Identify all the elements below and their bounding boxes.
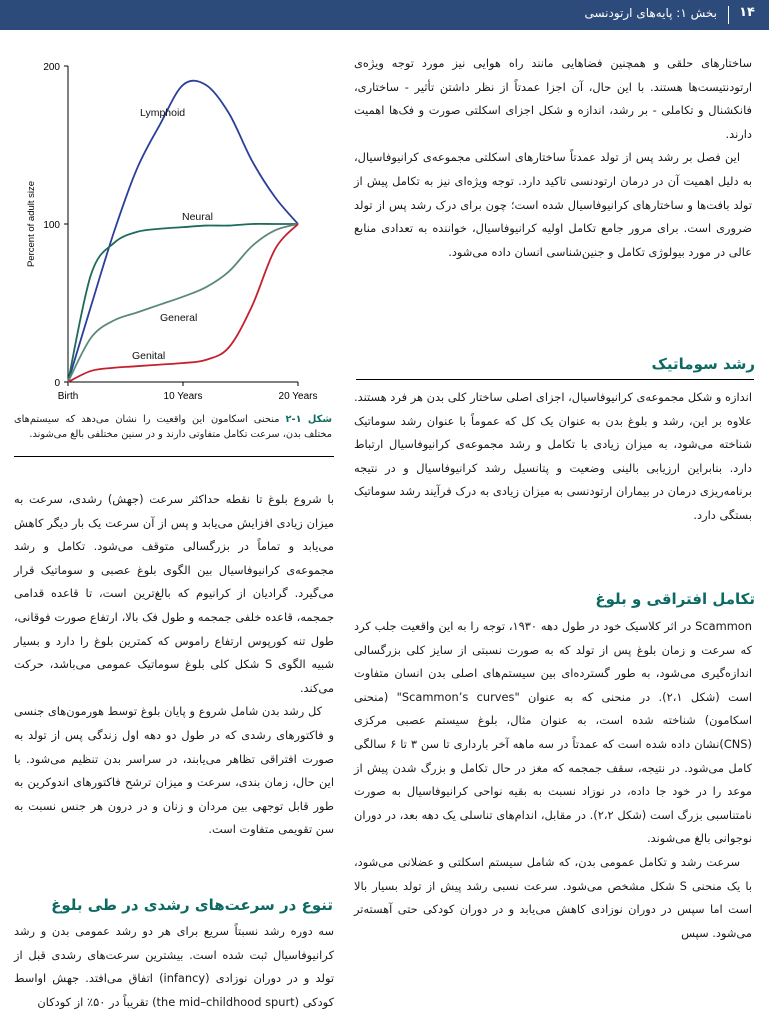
intro-text	[354, 52, 752, 264]
series-line-genital	[68, 224, 298, 382]
maturation-paragraph-1: با شروع بلوغ تا نقطه حداکثر سرعت (جهش) رشدی، سرعت به میزان زیادی افزایش می‌یابد و پس از آن سرعت یک بار دیگر کاهش می‌یابد و تماماً در بزرگسالی متوقف می‌شود. تکامل و رشد مجموعه‌ی کرانیوفاسیال بین الگوی بلوغ عصبی و سوماتیک قرار می‌گیرد. گرادیان از کرانیوم که بالغ‌ترین است، تا قاعده قدامی جمجمه، قاعده خلفی جمجمه و طول فک بالا، ارتفاع صورت فوقانی، طول تنه کورپوس ارتفاع راموس که کمترین بلوغ را دارد و بسیار شبیه الگوی S شکل کلی بلوغ سوماتیک عمومی می‌باشد، حرکت می‌کند.	[14, 492, 334, 695]
series-line-general	[68, 224, 298, 382]
scammon-figure	[12, 54, 332, 404]
y-tick-label: 0	[54, 378, 60, 389]
figure-caption	[14, 412, 332, 442]
y-tick-label: 200	[43, 62, 60, 73]
series-label-genital: Genital	[132, 350, 166, 362]
heading-rule-somatic	[356, 379, 754, 380]
page-number: ۱۴	[739, 5, 755, 20]
caption-rule	[14, 456, 334, 457]
differential-paragraph-2: سرعت رشد و تکامل عمومی بدن، که شامل سیستم اسکلتی و عضلانی می‌شود، با یک منحنی S شکل مشخص می‌شود. سرعت نسبی رشد پیش از تولد بسیار بالا است اما سپس در دوران نوزادی کاهش می‌یابد و در دوران کودکی حتی آهسته‌تر می‌شود. سپس	[354, 854, 752, 940]
velocity-paragraph: سه دوره رشد نسبتاً سریع برای هر دو رشد عمومی بدن و رشد کرانیوفاسیال ثبت شده است. بیشترین سرعت‌های رشدی قبل از تولد و در دوران نوزادی (infancy) اتفاق می‌افتد. جهش اواسط کودکی (the mid–childhood spurt) تقریباً در ۵۰٪ از کودکان	[14, 924, 335, 1009]
series-label-neural: Neural	[182, 211, 213, 223]
somatic-text	[354, 386, 752, 528]
x-tick-label: 20 Years	[278, 391, 318, 402]
maturation-paragraph-2: کل رشد بدن شامل شروع و پایان بلوغ توسط هورمون‌های جنسی و فاکتورهای رشدی که در طول دو دهه اول زندگی پس از تولد به صورت افتراقی تظاهر می‌یابند، در سراسر بدن تنظیم می‌شود. با این حال، زمان بندی، سرعت و میزان ترشح فاکتورهای اندوکرین به طور قابل توجهی بین مردان و زنان و در درون هر جنس نسبت به سن تقویمی متفاوت است.	[14, 704, 334, 837]
series-line-neural	[68, 224, 298, 382]
velocity-text	[14, 920, 334, 1014]
y-axis-label: Percent of adult size	[26, 180, 37, 268]
section-title: بخش ۱: پایه‌های ارتودنسی	[584, 6, 717, 20]
figure-caption-label: شکل ۱-۲	[285, 414, 332, 425]
scammon-chart	[12, 54, 332, 404]
somatic-paragraph: اندازه و شکل مجموعه‌ی کرانیوفاسیال، اجزای اصلی ساختار کلی بدن هر فرد هستند. علاوه بر این، رشد و بلوغ بدن به عنوان یک کل که عموماً با عنوان رشد سوماتیک شناخته می‌شود، به میزان زیادی با تکامل و رشد مجموعه‌ی کرانیوفاسیال ارتباط دارد. بنابراین ارزیابی بالینی وضعیت و پتانسیل رشد کرانیوفاسیال و در نتیجه برنامه‌ریزی درمان در بیماران ارتودنسی به میزان زیادی به درک فرآیند رشد سوماتیک بستگی دارد.	[354, 390, 752, 522]
intro-paragraph-2: این فصل بر رشد پس از تولد عمدتاً ساختارهای اسکلتی مجموعه‌ی کرانیوفاسیال، به دلیل اهمیت آن در درمان ارتودنسی تاکید دارد. توجه ویژه‌ای نیز به تکامل پیش از تولد بافت‌ها و ساختارهای کرانیوفاسیال شده است؛ چون برای درک رشد پس از تولد ضروری است. برای مرور جامع تکامل اولیه کرانیوفاسیال، خواننده به تعدادی منابع عالی در مورد بیولوژی تکامل و جنین‌شناسی انسان داده می‌شود.	[354, 150, 752, 259]
intro-paragraph-1: ساختارهای حلقی و همچنین فضاهایی مانند راه هوایی نیز مورد توجه ویژه‌ی ارتودنتیست‌ها هستند. با این حال، آن اجزا عمدتاً از نظر داشتن تأثیر - ساختاری، فانکشنال و تکاملی - بر رشد، اندازه و شکل اجزای اسکلتی صورت و فک‌ها اهمیت دارند.	[354, 56, 752, 141]
maturation-text	[14, 488, 334, 842]
series-label-lymphoid: Lymphoid	[140, 107, 186, 119]
heading-differential-development: تکامل افتراقی و بلوغ	[595, 590, 755, 608]
header-divider	[728, 6, 729, 24]
heading-somatic-growth: رشد سوماتیک	[651, 355, 755, 373]
figure-caption-text: منحنی اسکامون این واقعیت را نشان می‌دهد که سیستم‌های مختلف بدن، سرعت تکامل متفاوتی دارند و در سنین مختلفی بالغ می‌شوند.	[14, 414, 332, 440]
series-label-general: General	[160, 312, 198, 324]
x-tick-label: 10 Years	[163, 391, 203, 402]
y-tick-label: 100	[43, 220, 60, 231]
heading-growth-velocity: تنوع در سرعت‌های رشدی در طی بلوغ	[51, 896, 333, 914]
series-line-lymphoid	[68, 81, 298, 382]
x-tick-label: Birth	[57, 391, 79, 402]
page-header	[0, 0, 769, 30]
differential-text	[354, 615, 752, 945]
differential-paragraph-1: Scammon در اثر کلاسیک خود در طول دهه ۱۹۳۰، توجه را به این واقعیت جلب کرد که سرعت و زمان بلوغ پس از تولد که به صورت نسبتی از سایز کلی بزرگسالی اندازه‌گیری می‌شود، به طور گسترده‌ای بین سیستم‌های اصلی بدن انسان متفاوت است (شکل ۲،۱). در منحنی که به عنوان "Scammon’s curves" (منحنی اسکامون) شناخته شده است، به عنوان مثال، بلوغ سیستم عصبی مرکزی (CNS)نشان داده شده است که عمدتاً در سه ماهه آخر بارداری تا سن ۳ تا ۶ سالگی کامل می‌شود. در نتیجه، سقف جمجمه که مغز در حال تکامل و بزرگ شدن پیش از موعد را در خود جا داده، در نوزاد نسبت به بقیه نواحی کرانیوفاسیال به صورت نامتناسبی بزرگ است (شکل ۲،۲). در مقابل، اندام‌های تناسلی یک دهه بعد، در دوران نوجوانی بالغ می‌شوند.	[354, 619, 752, 846]
